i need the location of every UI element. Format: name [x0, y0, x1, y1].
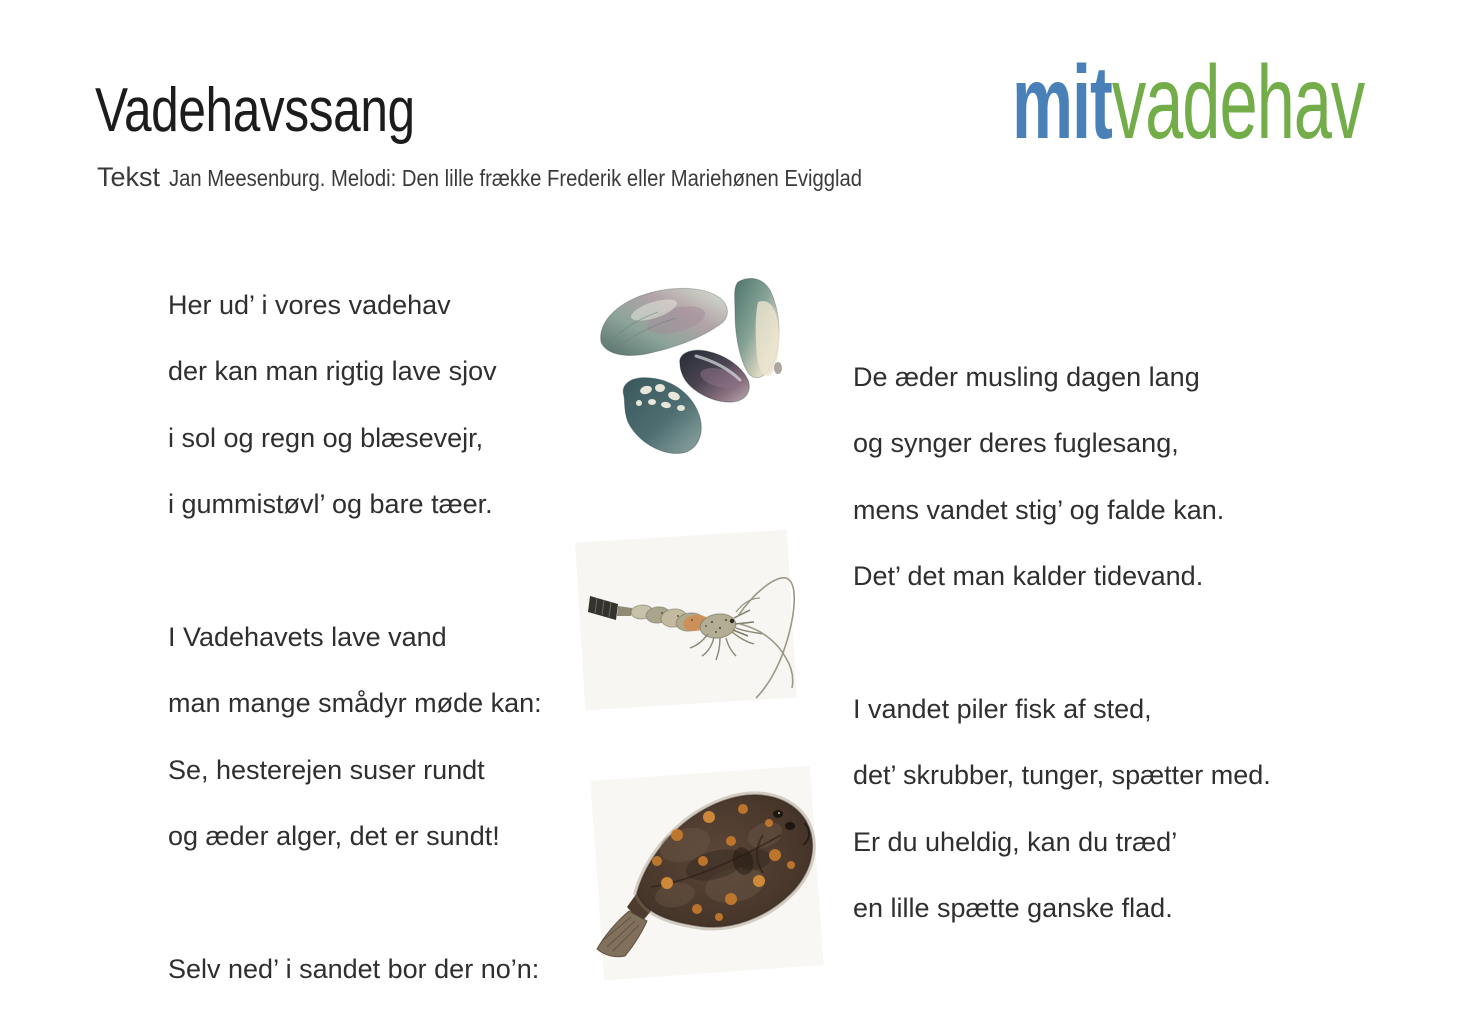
mitvadehav-logo — [1012, 45, 1365, 161]
stanza-right-1 — [853, 344, 1224, 610]
lyric-line: Her ud’ i vores vadehav — [168, 290, 451, 320]
lyric-line: Se, hesterejen suser rundt — [168, 754, 485, 785]
plaice-illustration — [585, 765, 830, 980]
lyric-line: mens vandet stig’ og falde kan. — [853, 494, 1225, 525]
lyric-line: det’ skrubber, tunger, spætter med. — [853, 760, 1271, 791]
lyric-line: i sol og regn og blæsevejr, — [168, 422, 484, 453]
lyric-line: Er du uheldig, kan du træd’ — [853, 826, 1178, 857]
lyric-line: I vandet piler fisk af sted, — [853, 694, 1152, 724]
lyric-line: og æder alger, det er sundt! — [168, 821, 500, 852]
lyric-line: og synger deres fuglesang, — [853, 428, 1179, 459]
lyric-line: De æder musling dagen lang — [853, 362, 1200, 392]
credit-prefix: Tekst — [97, 162, 161, 192]
lyric-line: en lille spætte ganske flad. — [853, 893, 1173, 924]
credit-line — [97, 162, 957, 193]
page-title: Vadehavssang — [95, 76, 415, 145]
lyric-line: man mange smådyr møde kan: — [168, 688, 542, 719]
credit-text: Jan Meesenburg. Melodi: Den lille frække Frederik eller Mariehønen Evigglad — [169, 165, 863, 191]
logo-mit: mit — [1012, 45, 1112, 161]
mussels-illustration — [588, 272, 803, 468]
stanza-right-2 — [853, 676, 1271, 942]
shrimp-illustration — [566, 520, 806, 716]
lyric-line: Det’ det man kalder tidevand. — [853, 561, 1204, 592]
lyric-line: der kan man rigtig lave sjov — [168, 356, 497, 387]
lyric-line: I Vadehavets lave vand — [168, 622, 447, 652]
stanza-left-3 — [168, 936, 539, 1002]
stanza-left-2 — [168, 604, 542, 870]
logo-vadehav: vadehav — [1111, 45, 1365, 161]
stanza-left-1 — [168, 272, 497, 538]
lyric-line: i gummistøvl’ og bare tæer. — [168, 489, 493, 520]
lyric-line: Selv ned’ i sandet bor der no’n: — [168, 954, 540, 984]
